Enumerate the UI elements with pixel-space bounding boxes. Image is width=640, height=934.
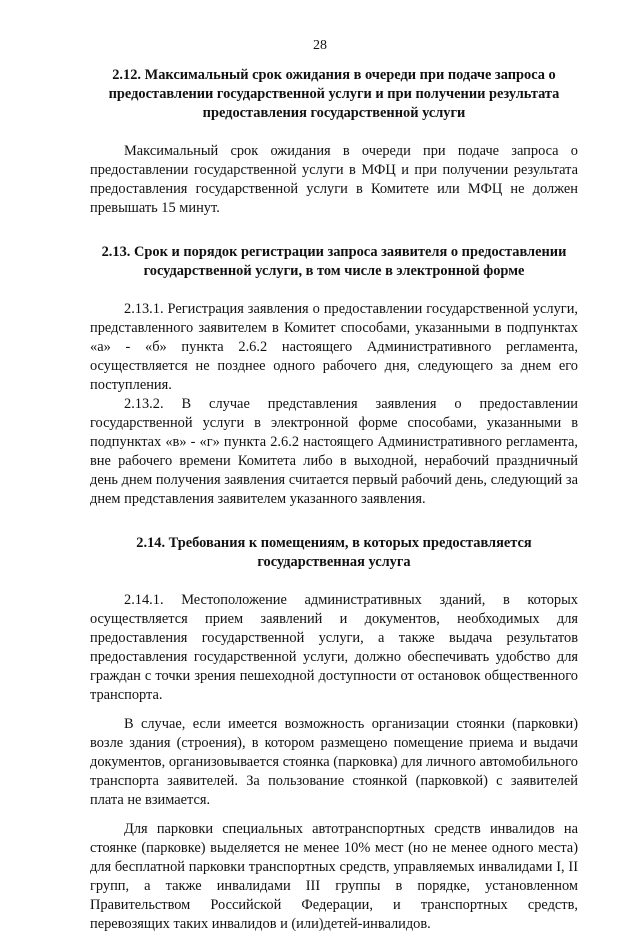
paragraph-2-13-2: 2.13.2. В случае представления заявления о предоставлении государственной услуги в электронной форме способами, указанными в подпунктах «в» - «г» пункта 2.6.2 настоящего Административного регламента, вне рабочего времени Комитета либо в выходной, нерабочий праздничный день днем получения заявления считается первый рабочий день, следующий за днем представления заявителем указанного заявления.	[90, 396, 578, 507]
paragraph-2-14-1: 2.14.1. Местоположение административных зданий, в которых осуществляется прием заявлений и документов, необходимых для предоставления государственной услуги, а также выдача результатов предоставления государственной услуги, должно обеспечивать удобство для граждан с точки зрения пешеходной доступности от остановок общественного транспорта.	[90, 592, 578, 703]
paragraph-parking: В случае, если имеется возможность организации стоянки (парковки) возле здания (строения), в котором размещено помещение приема и выдачи документов, организовывается стоянка (парковка) для личного автомобильного транспорта заявителей. За пользование стоянкой (парковкой) с заявителей плата не взимается.	[90, 716, 578, 808]
page-content	[90, 66, 578, 934]
paragraph-disabled-parking: Для парковки специальных автотранспортных средств инвалидов на стоянке (парковке) выделяется не менее 10% мест (но не менее одного места) для бесплатной парковки транспортных средств, управляемых инвалидами I, II групп, а также инвалидами III группы в порядке, установленном Правительством Российской Федерации, и транспортных средств, перевозящих таких инвалидов и (или)детей-инвалидов.	[90, 821, 578, 932]
paragraph-2-13-1: 2.13.1. Регистрация заявления о предоставлении государственной услуги, представленного заявителем в Комитет способами, указанными в подпунктах «а» - «б» пункта 2.6.2 настоящего Административного регламента, осуществляется не позднее одного рабочего дня, следующего за днем его поступления.	[90, 301, 578, 393]
section-heading-2-12: 2.12. Максимальный срок ожидания в очереди при подаче запроса о предоставлении государственной услуги и при получении результата предоставления государственной услуги	[108, 67, 560, 121]
paragraph-2-12: Максимальный срок ожидания в очереди при подаче запроса о предоставлении государственной услуги в МФЦ и при получении результата предоставления государственной услуги в Комитете или МФЦ не должен превышать 15 минут.	[90, 143, 578, 216]
section-heading-2-13: 2.13. Срок и порядок регистрации запроса заявителя о предоставлении государственной услуги, в том числе в электронной форме	[101, 244, 567, 279]
page-number: 28	[313, 38, 327, 53]
section-heading-2-14: 2.14. Требования к помещениям, в которых предоставляется государственная услуга	[136, 535, 532, 570]
